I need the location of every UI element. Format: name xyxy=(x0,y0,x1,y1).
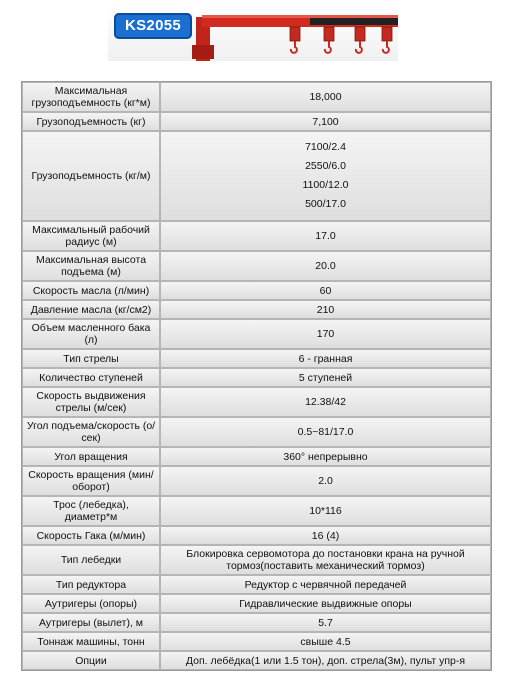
spec-parameter: Аутригеры (вылет), м xyxy=(22,613,160,632)
spec-value xyxy=(160,131,491,221)
spec-parameter: Максимальная грузоподъемность (кг*м) xyxy=(22,82,160,112)
spec-parameter: Тип редуктора xyxy=(22,575,160,594)
spec-value: Гидравлические выдвижные опоры xyxy=(160,594,491,613)
model-logo-text: KS2055 xyxy=(124,17,181,34)
spec-value: 7,100 xyxy=(160,112,491,131)
spec-parameter: Максимальная высота подъема (м) xyxy=(22,251,160,281)
spec-value: свыше 4.5 xyxy=(160,632,491,651)
spec-parameter: Опции xyxy=(22,651,160,670)
spec-value-line: 2550/6.0 xyxy=(305,160,346,172)
spec-parameter: Количество ступеней xyxy=(22,368,160,387)
spec-row xyxy=(22,251,491,281)
spec-row xyxy=(22,131,491,221)
spec-value: 16 (4) xyxy=(160,526,491,545)
spec-parameter: Трос (лебедка), диаметр*м xyxy=(22,496,160,526)
spec-value: 360° непрерывно xyxy=(160,447,491,466)
spec-value: 60 xyxy=(160,281,491,300)
spec-row xyxy=(22,575,491,594)
spec-value-line: 7100/2.4 xyxy=(305,141,346,153)
spec-row xyxy=(22,319,491,349)
spec-value: 12.38/42 xyxy=(160,387,491,417)
spec-parameter: Тип стрелы xyxy=(22,349,160,368)
spec-value: 0.5~81/17.0 xyxy=(160,417,491,447)
spec-row xyxy=(22,82,491,112)
spec-value: Блокировка сервомотора до постановки крана на ручной тормоз(поставить механический тормоз) xyxy=(160,545,491,575)
spec-row xyxy=(22,651,491,670)
specifications-table xyxy=(21,81,492,671)
spec-row xyxy=(22,447,491,466)
spec-parameter: Тип лебедки xyxy=(22,545,160,575)
spec-value: 5.7 xyxy=(160,613,491,632)
spec-parameter: Угол подъема/скорость (о/сек) xyxy=(22,417,160,447)
spec-parameter: Максимальный рабочий радиус (м) xyxy=(22,221,160,251)
product-banner xyxy=(108,5,398,61)
spec-row xyxy=(22,632,491,651)
spec-value: 5 ступеней xyxy=(160,368,491,387)
spec-row xyxy=(22,496,491,526)
spec-row xyxy=(22,466,491,496)
spec-value-line: 500/17.0 xyxy=(305,198,346,210)
spec-row xyxy=(22,281,491,300)
spec-row xyxy=(22,613,491,632)
spec-value: 6 - гранная xyxy=(160,349,491,368)
spec-value: 18,000 xyxy=(160,82,491,112)
spec-row xyxy=(22,368,491,387)
spec-parameter: Давление масла (кг/см2) xyxy=(22,300,160,319)
spec-row xyxy=(22,526,491,545)
spec-value: Доп. лебёдка(1 или 1.5 тон), доп. стрела(3м), пульт упр-я xyxy=(160,651,491,670)
spec-parameter: Грузоподъемность (кг) xyxy=(22,112,160,131)
spec-parameter: Скорость выдвижения стрелы (м/сек) xyxy=(22,387,160,417)
spec-row xyxy=(22,387,491,417)
spec-parameter: Скорость Гака (м/мин) xyxy=(22,526,160,545)
spec-parameter: Скорость вращения (мин/оборот) xyxy=(22,466,160,496)
spec-row xyxy=(22,221,491,251)
spec-row xyxy=(22,545,491,575)
spec-parameter: Тоннаж машины, тонн xyxy=(22,632,160,651)
spec-value: 2.0 xyxy=(160,466,491,496)
spec-value: 10*116 xyxy=(160,496,491,526)
spec-parameter: Скорость масла (л/мин) xyxy=(22,281,160,300)
spec-parameter: Аутригеры (опоры) xyxy=(22,594,160,613)
spec-parameter: Угол вращения xyxy=(22,447,160,466)
spec-value: 210 xyxy=(160,300,491,319)
spec-value: 20.0 xyxy=(160,251,491,281)
spec-value: 17.0 xyxy=(160,221,491,251)
spec-row xyxy=(22,417,491,447)
spec-value-line: 1100/12.0 xyxy=(302,179,349,191)
model-logo xyxy=(114,13,192,39)
spec-row xyxy=(22,594,491,613)
spec-row xyxy=(22,112,491,131)
spec-parameter: Грузоподъемность (кг/м) xyxy=(22,131,160,221)
spec-value: 170 xyxy=(160,319,491,349)
spec-value: Редуктор с червячной передачей xyxy=(160,575,491,594)
spec-parameter: Объем масленного бака (л) xyxy=(22,319,160,349)
specifications-body xyxy=(22,82,491,670)
spec-row xyxy=(22,349,491,368)
crane-boom-image xyxy=(190,5,400,61)
spec-row xyxy=(22,300,491,319)
